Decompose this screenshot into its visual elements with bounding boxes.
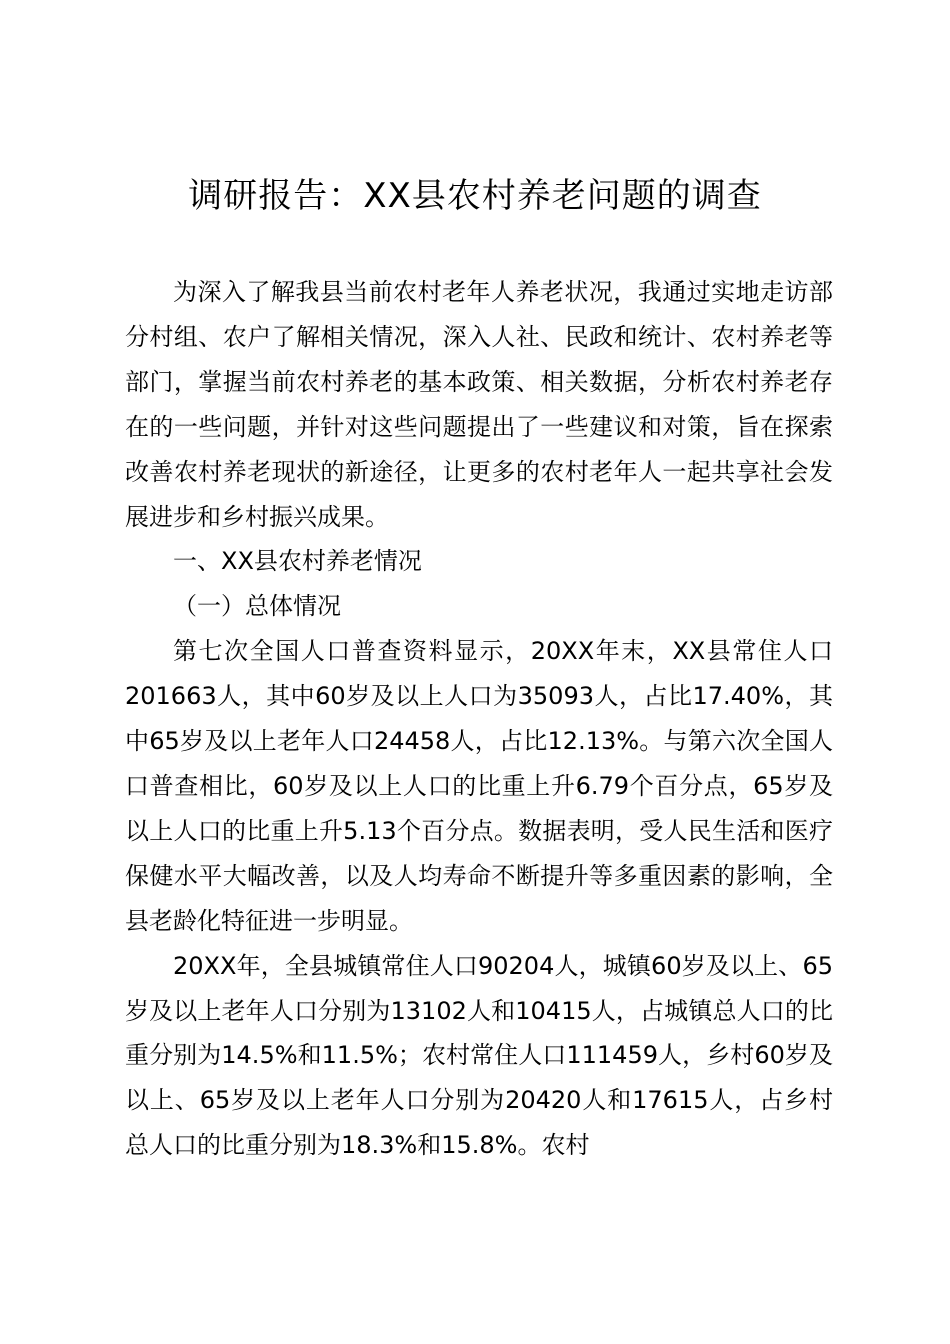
document-body — [125, 270, 833, 1168]
intro-paragraph: 为深入了解我县当前农村老年人养老状况，我通过实地走访部分村组、农户了解相关情况，深入人社、民政和统计、农村养老等部门，掌握当前农村养老的基本政策、相关数据，分析农村养老存在的一些问题，并针对这些问题提出了一些建议和对策，旨在探索改善农村养老现状的新途径，让更多的农村老年人一起共享社会发展进步和乡村振兴成果。 — [125, 278, 833, 531]
urban-rural-paragraph: 20XX年，全县城镇常住人口90204人，城镇60岁及以上、65岁及以上老年人口分别为13102人和10415人，占城镇总人口的比重分别为14.5%和11.5%；农村常住人口111459人，乡村60岁及以上、65岁及以上老年人口分别为20420人和17615人，占乡村总人口的比重分别为18.3%和15.8%。农村 — [125, 951, 833, 1160]
document-title: 调研报告：XX县农村养老问题的调查 — [188, 176, 762, 216]
section-heading: 一、XX县农村养老情况 — [173, 547, 422, 576]
subsection-heading: （一）总体情况 — [173, 592, 341, 621]
census-paragraph: 第七次全国人口普查资料显示，20XX年末，XX县常住人口201663人，其中60岁及以上人口为35093人，占比17.40%，其中65岁及以上老年人口24458人，占比12.13%。与第六次全国人口普查相比，60岁及以上人口的比重上升6.79个百分点，65岁及以上人口的比重上升5.13个百分点。数据表明，受人民生活和医疗保健水平大幅改善，以及人均寿命不断提升等多重因素的影响，全县老龄化特征进一步明显。 — [125, 637, 833, 935]
